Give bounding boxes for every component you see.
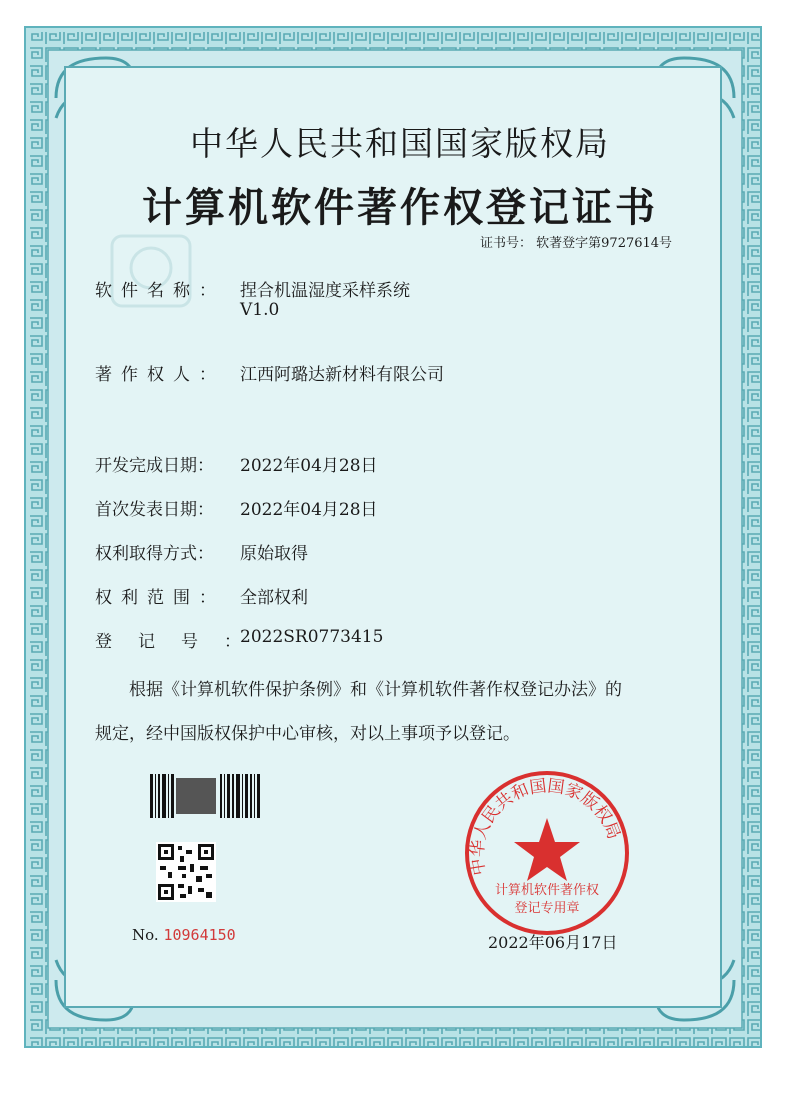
seal-inner-line-2: 登记专用章 xyxy=(514,901,580,916)
serial-value: 10964150 xyxy=(163,926,236,944)
cert-number-label: 证书号： xyxy=(480,236,533,251)
owner-value: 江西阿璐达新材料有限公司 xyxy=(240,365,444,385)
reg-value: 2022SR0773415 xyxy=(240,627,384,647)
seal-ring-text: 中华人民共和国国家版权局 xyxy=(467,776,624,877)
acquire-value: 原始取得 xyxy=(240,544,308,564)
scope-value: 全部权利 xyxy=(240,588,308,608)
dev-date-label: 开发完成日期： xyxy=(95,456,214,476)
issue-date: 2022年06月17日 xyxy=(488,933,618,952)
certificate-number xyxy=(480,232,672,251)
qr-code-icon xyxy=(156,842,216,902)
scope-label: 权利范围： xyxy=(95,588,225,608)
software-version-value: V1.0 xyxy=(240,300,280,320)
owner-label: 著作权人： xyxy=(95,365,225,385)
statement-line-1: 根据《计算机软件保护条例》和《计算机软件著作权登记办法》的 xyxy=(129,680,622,700)
dev-date-value: 2022年04月28日 xyxy=(240,456,378,476)
software-name-label: 软件名称： xyxy=(95,281,225,301)
issuer-title: 中华人民共和国国家版权局 xyxy=(190,124,610,163)
acquire-label: 权利取得方式： xyxy=(95,544,214,564)
serial-number xyxy=(132,926,236,944)
serial-prefix: No. xyxy=(132,926,159,944)
pub-date-label: 首次发表日期： xyxy=(95,500,214,520)
software-name-value: 捏合机温湿度采样系统 xyxy=(240,281,410,301)
reg-label: 登记号： xyxy=(95,632,267,652)
cert-number-value: 软著登字第9727614号 xyxy=(536,236,673,251)
pub-date-value: 2022年04月28日 xyxy=(240,500,378,520)
certificate-title: 计算机软件著作权登记证书 xyxy=(142,184,658,231)
statement-line-2: 规定，经中国版权保护中心审核，对以上事项予以登记。 xyxy=(95,724,520,744)
seal-inner-text xyxy=(462,882,632,918)
seal-inner-line-1: 计算机软件著作权 xyxy=(494,883,599,898)
barcode-icon xyxy=(150,774,266,820)
